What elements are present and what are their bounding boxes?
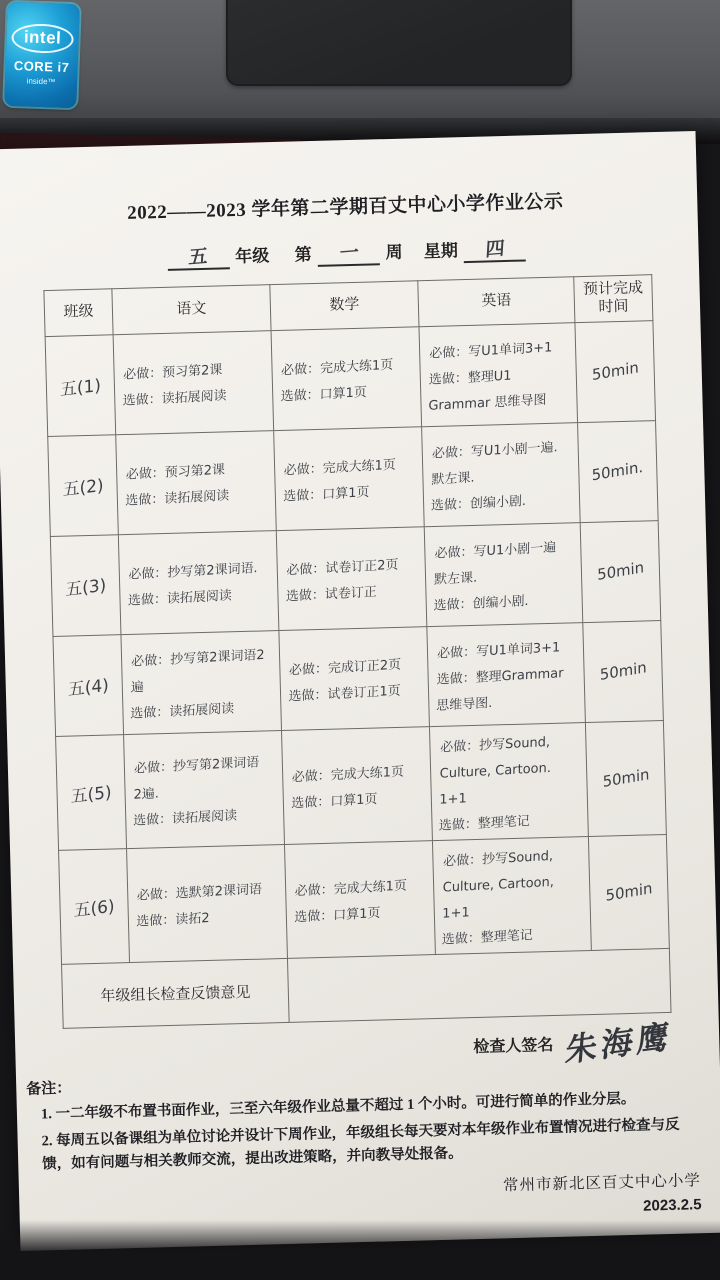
chinese-homework-cell <box>127 844 288 962</box>
chinese-homework-text: 必做：抄写第2课词语. 选做：读拓展阅读 <box>127 560 258 609</box>
math-homework-text: 必做：完成订正2页 选做：试卷订正1页 <box>288 657 402 705</box>
week-suffix: 周 <box>385 242 403 263</box>
math-homework-text: 必做：完成大练1页 选做：口算1页 <box>291 764 405 812</box>
math-homework-cell <box>282 727 433 845</box>
time-cell <box>585 720 666 836</box>
table-row <box>45 321 655 437</box>
time-text: 50min. <box>591 457 644 485</box>
english-homework-text: 必做：抄写Sound, Culture, Cartoon, 1+1 选做：整理笔记 <box>441 848 555 948</box>
header-math: 数学 <box>270 281 419 331</box>
class-name-cell <box>48 435 119 537</box>
chinese-homework-cell <box>124 730 285 848</box>
weekday-handwritten-value: 四 <box>484 237 506 262</box>
english-homework-text: 必做：写U1单词3+1 选做：整理U1 Grammar 思维导图 <box>428 340 553 414</box>
weekday-label: 星期 <box>423 241 459 262</box>
class-name: 五(4) <box>67 675 109 701</box>
homework-table <box>43 274 671 1029</box>
chinese-homework-text: 必做：预习第2课 选做：读拓展阅读 <box>122 362 227 409</box>
class-name-cell <box>59 849 130 965</box>
time-text: 50min <box>602 764 650 791</box>
table-row <box>56 720 667 850</box>
math-homework-text: 必做：完成大练1页 选做：口算1页 <box>280 357 394 405</box>
class-name: 五(6) <box>73 896 115 922</box>
chinese-homework-text: 必做：选默第2课词语 选做：读拓2 <box>136 882 263 930</box>
english-homework-text: 必做：写U1小剧一遍 默左课. 选做：创编小剧. <box>433 540 557 614</box>
class-name-cell <box>53 635 124 737</box>
math-homework-text: 必做：完成大练1页 选做：口算1页 <box>294 878 407 926</box>
chinese-homework-cell <box>113 331 274 435</box>
math-homework-cell <box>279 627 430 731</box>
document-footer <box>19 1169 702 1232</box>
notes-section <box>26 1060 708 1176</box>
class-name-cell <box>45 335 116 437</box>
laptop-touchpad <box>226 0 572 86</box>
english-homework-text: 必做：写U1单词3+1 选做：整理Grammar 思维导图. <box>436 640 564 714</box>
math-homework-cell <box>276 527 427 631</box>
chinese-homework-text: 必做：预习第2课 选做：读拓展阅读 <box>125 462 230 509</box>
time-text: 50min <box>605 878 653 905</box>
intel-logo: intel <box>11 23 73 54</box>
header-class: 班级 <box>44 289 113 337</box>
grade-week-line <box>0 230 699 275</box>
week-blank <box>317 243 380 267</box>
time-cell <box>588 834 669 950</box>
notes-label: 备注： <box>26 1080 72 1098</box>
english-homework-cell <box>422 423 581 527</box>
time-cell <box>578 421 659 523</box>
school-name: 常州市新北区百丈中心小学 <box>502 1172 702 1195</box>
class-name: 五(1) <box>59 375 101 401</box>
class-name: 五(2) <box>62 475 104 501</box>
time-text: 50min <box>596 558 645 585</box>
chinese-homework-cell <box>116 431 277 535</box>
document-date: 2023.2.5 <box>642 1196 702 1216</box>
header-chinese: 语文 <box>112 285 271 335</box>
header-english: 英语 <box>418 277 575 327</box>
english-homework-text: 必做：写U1小剧一遍. 默左课. 选做：创编小剧. <box>430 440 558 514</box>
signature-label: 检查人签名 <box>473 1036 554 1057</box>
chinese-homework-cell <box>118 531 279 635</box>
note-item-1: 1. 一二年级不布置书面作业，三至六年级作业总量不超过 1 个小时。可进行简单的作业分层。 <box>40 1090 636 1123</box>
math-homework-text: 必做：试卷订正2页 选做：试卷订正 <box>285 557 399 605</box>
chinese-homework-cell <box>121 630 282 734</box>
time-text: 50min <box>591 358 639 385</box>
english-homework-text: 必做：抄写Sound, Culture, Cartoon. 1+1 选做：整理笔记 <box>438 734 552 834</box>
math-homework-cell <box>274 427 425 531</box>
chinese-homework-text: 必做：抄写第2课词语2遍 选做：读拓展阅读 <box>130 647 265 722</box>
weekday-blank <box>464 239 527 263</box>
chinese-homework-text: 必做：抄写第2课词语 2遍. 选做：读拓展阅读 <box>133 755 260 829</box>
english-homework-cell <box>432 836 591 954</box>
laptop-palmrest <box>0 0 720 124</box>
inspector-signature: 朱海鹰 <box>564 1016 675 1070</box>
time-text: 50min <box>599 657 647 684</box>
english-homework-cell <box>429 722 588 840</box>
math-homework-cell <box>271 327 422 431</box>
grade-blank <box>167 247 230 271</box>
class-name: 五(5) <box>70 782 112 808</box>
time-cell <box>583 620 664 722</box>
intel-core-i7-sticker <box>4 2 80 108</box>
table-row <box>50 521 660 637</box>
time-cell <box>575 321 656 423</box>
sticker-tagline-text: inside™ <box>26 76 56 87</box>
class-name-cell <box>56 735 127 851</box>
table-row <box>53 620 663 736</box>
week-handwritten-value: 一 <box>338 241 359 265</box>
english-homework-cell <box>427 623 586 727</box>
class-name: 五(3) <box>65 575 107 601</box>
table-row <box>59 834 670 964</box>
english-homework-cell <box>419 323 578 427</box>
header-estimated-time: 预计完成时间 <box>574 275 653 323</box>
grade-handwritten-value: 五 <box>188 245 209 269</box>
grade-label: 年级 <box>234 246 270 267</box>
document-title: 2022——2023 学年第二学期百丈中心小学作业公示 <box>127 191 564 224</box>
feedback-label-cell: 年级组长检查反馈意见 <box>62 958 290 1028</box>
week-prefix: 第 <box>294 245 312 265</box>
class-name-cell <box>50 535 121 637</box>
math-homework-text: 必做：完成大练1页 选做：口算1页 <box>283 457 396 505</box>
feedback-empty-cell <box>287 948 671 1022</box>
time-cell <box>580 521 661 623</box>
homework-notice-sheet <box>0 131 720 1251</box>
math-homework-cell <box>284 841 435 959</box>
note-item-2: 2. 每周五以备课组为单位讨论并设计下周作业，年级组长每天要对本年级作业布置情况进行检查与反馈，如有问题与相关教师交流，提出改进策略，并向教导处报备。 <box>41 1117 680 1173</box>
sticker-model-text: CORE i7 <box>13 58 70 75</box>
english-homework-cell <box>424 523 583 627</box>
table-row <box>48 421 658 537</box>
